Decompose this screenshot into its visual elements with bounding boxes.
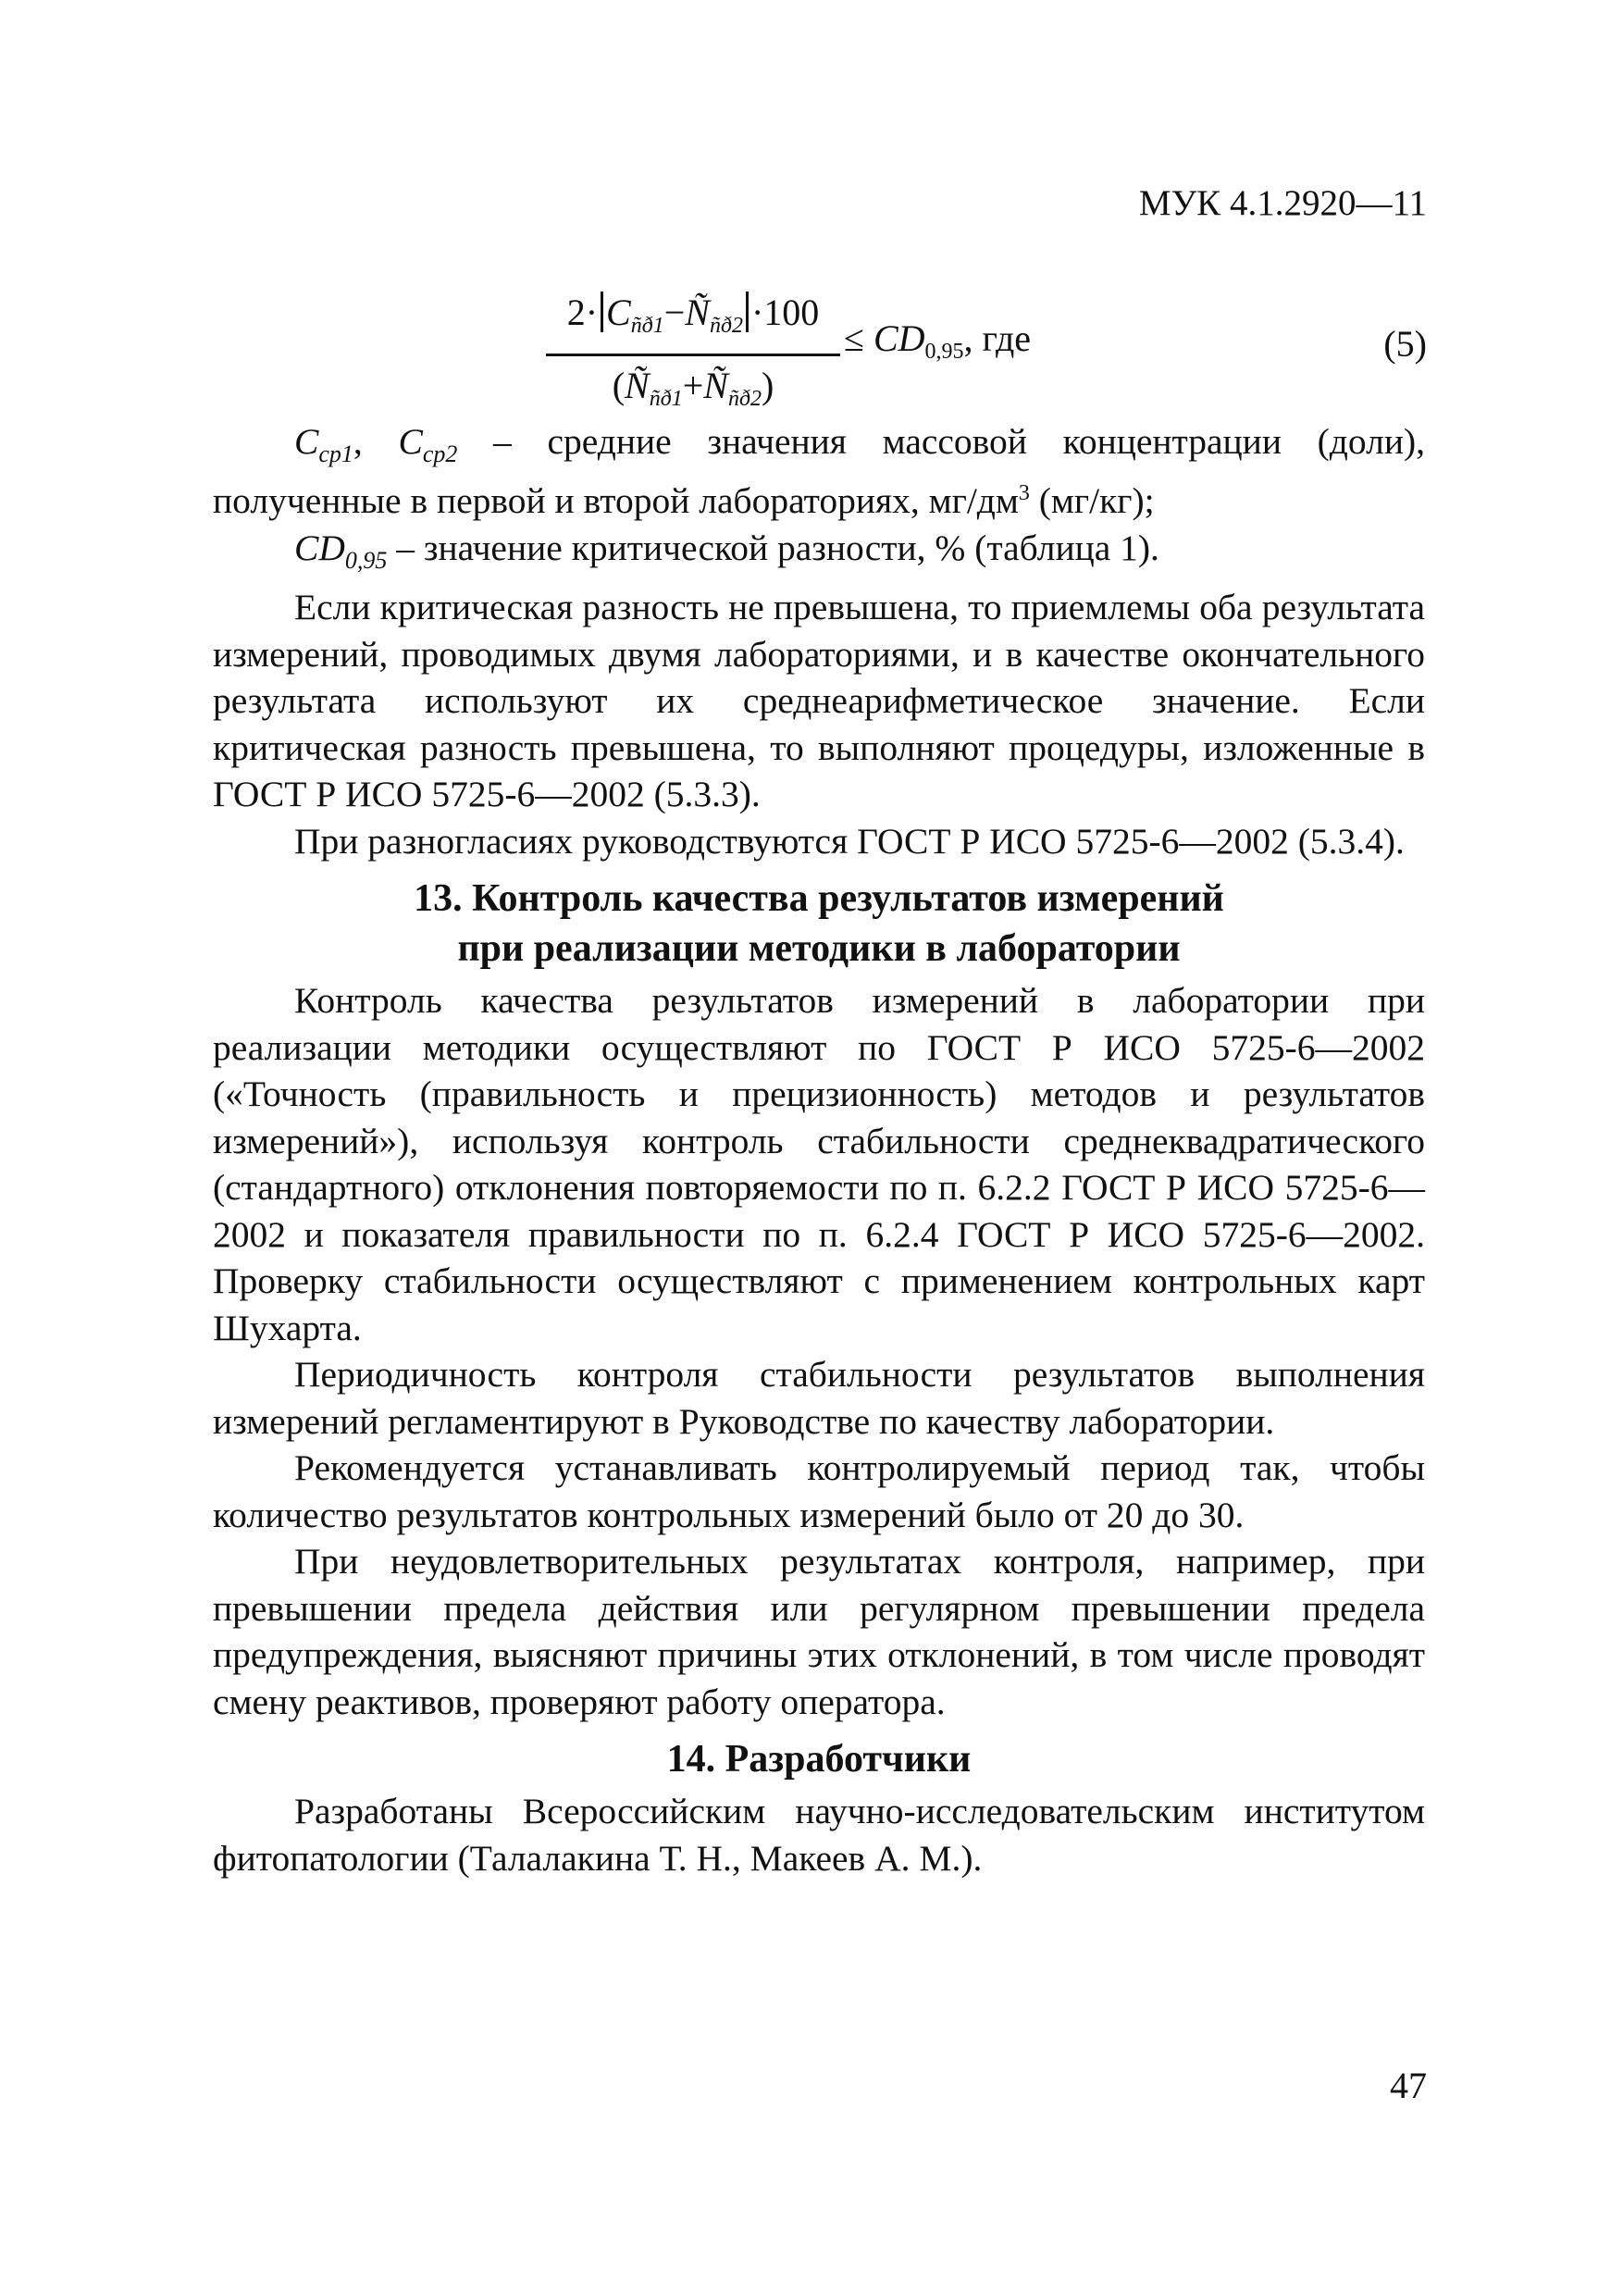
paragraph: Рекомендуется устанавливать контролируемый период так, чтобы количество результатов контрольных измерений было от 20 до 30. <box>213 1447 1425 1535</box>
paragraph: Контроль качества результатов измерений в лаборатории при реализации методики осуществляют по ГОСТ Р ИСО 5725-6—2002 («Точность (правильность и прецизионность) методов и результатов измерений»), используя контроль стабильности среднеквадратического (стандартного) отклонения повторяемости по п. 6.2.2 ГОСТ Р ИСО 5725-6—2002 и показателя правильности по п. 6.2.4 ГОСТ Р ИСО 5725-6—2002. Проверку стабильности осуществляют с применением контрольных карт Шухарта. <box>213 980 1425 1348</box>
paragraph: Если критическая разность не превышена, то приемлемы оба результата измерений, проводимых двумя лабораториями, и в качестве окончательного результата используют их среднеарифметическое значение. Если критическая разность превышена, то выполняют процедуры, изложенные в ГОСТ Р ИСО 5725-6—2002 (5.3.3). <box>213 587 1425 815</box>
abs-bar-left <box>601 292 603 332</box>
paragraph: Периодичность контроля стабильности результатов выполнения измерений регламентируют в Руководстве по качеству лаборатории. <box>213 1354 1425 1442</box>
def-c-end: (мг/кг); <box>1029 480 1155 522</box>
section-14-title: 14. Разработчики <box>666 1738 972 1781</box>
formula-n1: Ñ <box>625 365 650 406</box>
def-c2-letter: C <box>398 421 423 462</box>
section-13-title <box>213 874 1425 974</box>
equation-number: (5) <box>1383 323 1427 365</box>
formula-dot-2: · <box>750 292 764 333</box>
formula-numerator <box>546 287 840 352</box>
paragraph: При неудовлетворительных результатах контроля, например, при превышении предела действия или регулярном превышении предела предупреждения, выясняют причины этих отклонений, в том числе проводят смену реактивов, проверяют работу оператора. <box>213 1541 1425 1722</box>
def-cd <box>294 527 388 574</box>
formula-n2b: Ñ <box>703 365 728 406</box>
formula-5 <box>0 278 1623 411</box>
section-13-title-line1: 13. Контроль качества результатов измерений <box>414 877 1224 921</box>
formula-leq: ≤ <box>844 317 864 359</box>
def-c1-sub: cp1 <box>318 440 353 467</box>
formula-plus: + <box>682 365 704 406</box>
def-c2-sub: cp2 <box>422 440 458 467</box>
document-code-header: МУК 4.1.2920—11 <box>1138 183 1427 223</box>
formula-where: , где <box>963 317 1032 359</box>
section-13-title-line2: при реализации методики в лаборатории <box>457 927 1181 971</box>
formula-n2-sub: ñð2 <box>709 314 743 338</box>
formula-dot: · <box>585 292 599 333</box>
def-cd-sub: 0,95 <box>344 546 388 574</box>
def-c-text: – средние значения массовой концентрации (доли), полученные в первой и второй лабораториях, мг/дм <box>213 421 1425 522</box>
def-cd-letters: CD <box>294 527 345 568</box>
formula-c1: C <box>606 292 631 333</box>
text-body <box>213 418 1425 1881</box>
def-c1-letter: C <box>294 421 319 462</box>
definition-cd <box>213 525 1425 584</box>
formula-close-paren: ) <box>761 365 774 406</box>
abs-bar-right <box>746 292 749 332</box>
formula-n1-sub: ñð1 <box>649 387 683 411</box>
formula-c1-sub: ñð1 <box>630 314 664 338</box>
formula-cd: CD <box>873 317 925 359</box>
fraction-bar <box>546 354 840 356</box>
formula-denominator <box>546 360 840 425</box>
paragraph: Разработаны Всероссийским научно-исследовательским институтом фитопатологии (Талалакина Т. Н., Макеев А. М.). <box>213 1791 1425 1879</box>
formula-minus: − <box>663 292 686 333</box>
formula-fraction <box>546 287 840 425</box>
definition-c <box>213 418 1425 525</box>
def-c-sup: 3 <box>1018 481 1030 506</box>
def-cd-text: – значение критической разности, % (таблица 1). <box>387 527 1159 568</box>
def-comma: , <box>353 421 399 462</box>
formula-n2: Ñ <box>685 292 710 333</box>
formula-hundred: 100 <box>763 292 820 333</box>
formula-coef: 2 <box>566 292 586 333</box>
formula-open-paren: ( <box>612 365 626 406</box>
def-c1 <box>294 421 353 467</box>
def-c2 <box>398 421 458 467</box>
formula-cd-sub: 0,95 <box>924 340 964 364</box>
formula-rhs <box>844 316 1031 365</box>
page-number: 47 <box>1390 2065 1427 2106</box>
formula-n2b-sub: ñð2 <box>727 387 762 411</box>
paragraph: При разногласиях руководствуются ГОСТ Р ИСО 5725-6—2002 (5.3.4). <box>294 820 1405 862</box>
